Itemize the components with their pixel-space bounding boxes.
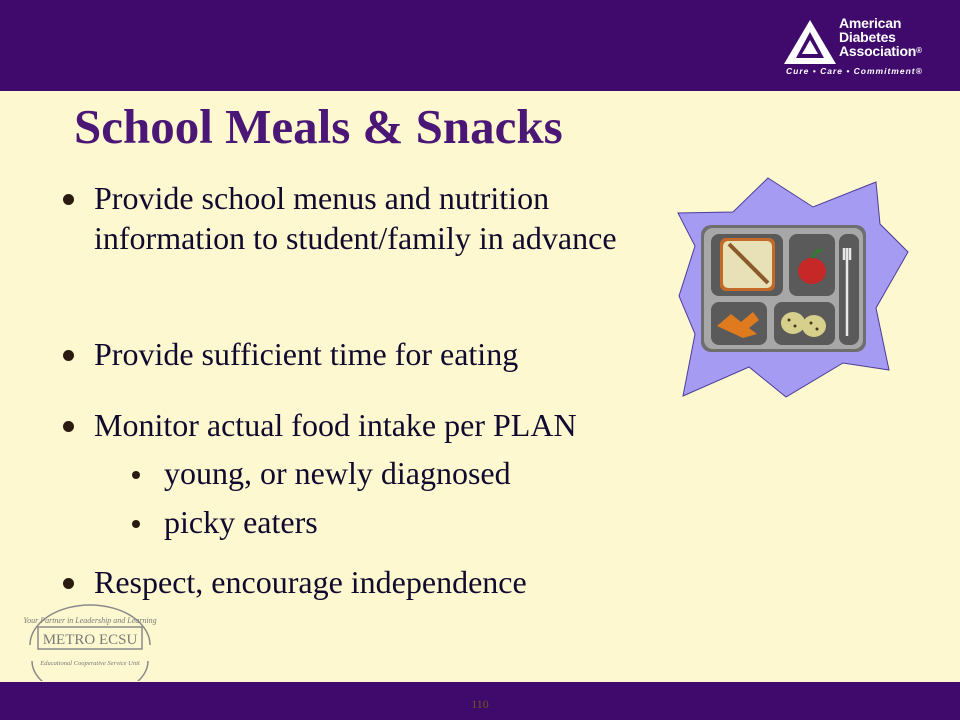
metro-ecsu-logo (22, 601, 158, 681)
sub-bullet-text: picky eaters (164, 504, 318, 540)
ada-line-3: Association® (839, 43, 922, 59)
lunch-tray-icon (675, 176, 910, 398)
metro-bottom-text: Educational Cooperative Service Unit (40, 660, 140, 667)
bullet-text: Provide school menus and nutrition information to student/family in advance (94, 180, 617, 256)
sub-bullet-dot-icon (132, 471, 140, 479)
sub-bullet-item (164, 502, 684, 542)
bullet-text: Monitor actual food intake per PLAN (94, 407, 577, 443)
bullet-dot-icon (63, 194, 74, 205)
bullet-item (94, 405, 714, 445)
bullet-text: Provide sufficient time for eating (94, 336, 519, 372)
ada-line-1: American (839, 15, 902, 31)
page-number: 110 (471, 697, 489, 711)
bullet-dot-icon (63, 421, 74, 432)
metro-name: METRO ECSU (42, 632, 138, 648)
sub-bullet-item (164, 453, 684, 493)
slide-title: School Meals & Snacks (74, 99, 563, 154)
bullet-dot-icon (63, 350, 74, 361)
sub-bullet-text: young, or newly diagnosed (164, 455, 511, 491)
bullet-item (94, 178, 684, 258)
bullet-item (94, 334, 694, 374)
bullet-dot-icon (63, 578, 74, 589)
ada-line-2: Diabetes (839, 29, 896, 45)
metro-arc-text: Your Partner in Leadership and Learning (23, 616, 157, 625)
sub-bullet-dot-icon (132, 520, 140, 528)
ada-tagline: Cure • Care • Commitment® (786, 66, 923, 76)
bullet-item (94, 562, 694, 602)
bullet-text: Respect, encourage independence (94, 564, 527, 600)
